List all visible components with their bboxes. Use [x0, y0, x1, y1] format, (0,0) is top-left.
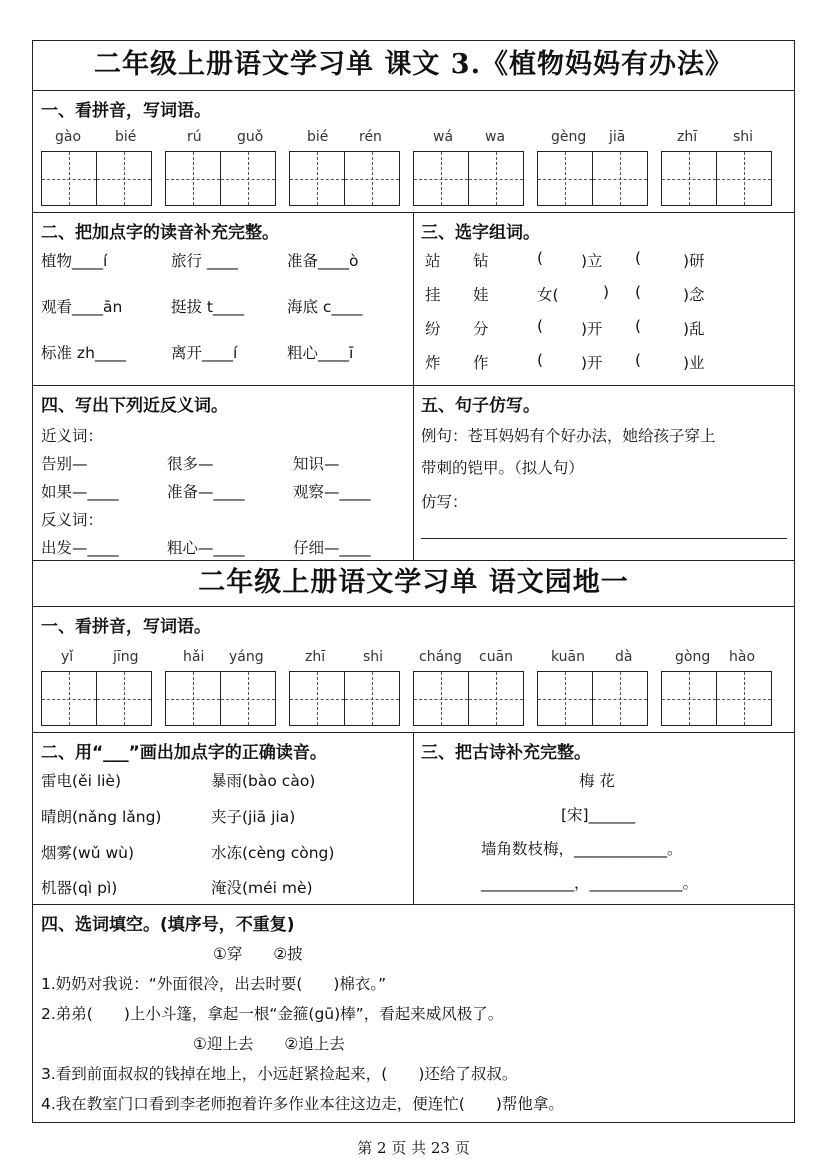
pinyin: zhī — [305, 649, 326, 665]
synonym-item: 准备—____ — [167, 483, 245, 501]
pron-item: 准备____ò — [287, 252, 359, 270]
synonym-item: 观察—____ — [293, 483, 371, 501]
lesson1-title-text: 二年级上册语文学习单 课文 3.《植物妈妈有办法》 — [94, 49, 733, 80]
blank-close: )立 — [581, 252, 603, 270]
pron-item: 海底 c____ — [287, 298, 363, 316]
char-choice: 钻 — [473, 252, 489, 270]
pron-choice: 机器(qì pì) — [41, 879, 118, 897]
pinyin: wa — [485, 129, 506, 145]
pinyin: rén — [359, 129, 382, 145]
answer-line[interactable] — [421, 538, 787, 539]
pron-item: 植物____í — [41, 252, 108, 270]
poem-title: 梅 花 — [579, 772, 615, 790]
l1-s5-title: 五、句子仿写。 — [421, 396, 540, 416]
char-choice: 纷 — [425, 320, 441, 338]
word-options: ①穿 ②披 — [213, 945, 303, 963]
page-footer: 第 2 页 共 23 页 — [357, 1139, 470, 1157]
pron-item: 离开____í — [171, 344, 238, 362]
column-divider — [413, 733, 414, 904]
pinyin: jīng — [113, 649, 139, 665]
pinyin: kuān — [551, 649, 586, 665]
synonym-label: 近义词： — [41, 427, 104, 445]
pinyin: hǎi — [183, 649, 205, 665]
lesson1-title — [33, 41, 794, 91]
pinyin: jiā — [609, 129, 626, 145]
blank-close: ) — [603, 283, 610, 301]
blank-close: )研 — [683, 252, 705, 270]
column-divider — [413, 213, 414, 385]
pinyin: cuān — [479, 649, 514, 665]
column-divider — [413, 386, 414, 560]
pron-choice: 水冻(cèng còng) — [211, 844, 335, 862]
pron-choice: 夹子(jiā jia) — [211, 808, 296, 826]
blank-open: ( — [635, 351, 642, 369]
writing-grid[interactable] — [537, 151, 648, 206]
blank-close: )乱 — [683, 320, 705, 338]
l2-s3-title: 三、把古诗补充完整。 — [421, 743, 591, 763]
pinyin: rú — [187, 129, 202, 145]
blank-open: 女( — [537, 286, 559, 304]
l1-pronunciation-and-choose-section — [33, 213, 794, 386]
antonym-item: 出发—____ — [41, 539, 119, 557]
blank-close: )开 — [581, 320, 603, 338]
char-choice: 挂 — [425, 286, 441, 304]
blank-open: ( — [635, 283, 642, 301]
pron-item: 标准 zh____ — [41, 344, 126, 362]
lesson2-title-text: 二年级上册语文学习单 语文园地一 — [198, 567, 629, 598]
blank-open: ( — [537, 351, 544, 369]
writing-grid[interactable] — [165, 151, 276, 206]
writing-grid[interactable] — [413, 151, 524, 206]
writing-grid[interactable] — [537, 671, 648, 726]
fill-question: 3.看到前面叔叔的钱掉在地上，小远赶紧捡起来，( )还给了叔叔。 — [41, 1065, 518, 1083]
poem-line: ____________，____________。 — [481, 874, 699, 892]
pron-choice: 烟雾(wǔ wù) — [41, 844, 135, 862]
worksheet — [32, 40, 795, 1123]
blank-open: ( — [635, 249, 642, 267]
antonym-item: 仔细—____ — [293, 539, 371, 557]
pinyin: guǒ — [237, 129, 264, 145]
poem-author: [宋]______ — [561, 806, 636, 824]
char-choice: 娃 — [473, 286, 489, 304]
pinyin: gèng — [551, 129, 587, 145]
blank-open: ( — [537, 317, 544, 335]
pinyin: yáng — [229, 649, 264, 665]
char-choice: 站 — [425, 252, 441, 270]
synonym-item: 告别— — [41, 455, 88, 473]
blank-close: )业 — [683, 354, 705, 372]
char-choice: 作 — [473, 354, 489, 372]
pinyin: gòng — [675, 649, 711, 665]
pron-item: 旅行 ____ — [171, 252, 238, 270]
l1-s3-title: 三、选字组词。 — [421, 223, 540, 243]
pinyin: shi — [363, 649, 384, 665]
writing-grid[interactable] — [41, 151, 152, 206]
synonym-item: 如果—____ — [41, 483, 119, 501]
l1-s1-title: 一、看拼音，写词语。 — [41, 101, 211, 121]
pinyin: gào — [55, 129, 82, 145]
lesson2-title — [33, 561, 794, 607]
writing-grid[interactable] — [661, 151, 772, 206]
l2-s2-title: 二、用“___”画出加点字的正确读音。 — [41, 743, 327, 763]
pinyin: cháng — [419, 649, 462, 665]
pinyin: shi — [733, 129, 754, 145]
l1-pinyin-section — [33, 91, 794, 213]
pron-item: 粗心____ī — [287, 344, 354, 362]
example-sentence: 带刺的铠甲。（拟人句） — [421, 459, 584, 477]
blank-close: )念 — [683, 286, 705, 304]
synonym-item: 很多— — [167, 455, 214, 473]
blank-open: ( — [635, 317, 642, 335]
word-options: ①迎上去 ②追上去 — [193, 1035, 345, 1053]
pinyin: dà — [615, 649, 633, 665]
example-sentence: 例句：苍耳妈妈有个好办法，她给孩子穿上 — [421, 427, 716, 445]
poem-line: 墙角数枝梅，____________。 — [481, 840, 683, 858]
char-choice: 炸 — [425, 354, 441, 372]
pron-item: 观看____ān — [41, 298, 123, 316]
writing-grid[interactable] — [661, 671, 772, 726]
writing-grid[interactable] — [413, 671, 524, 726]
writing-grid[interactable] — [165, 671, 276, 726]
fill-question: 2.弟弟( )上小斗篷，拿起一根“金箍(gū)棒”，看起来威风极了。 — [41, 1005, 504, 1023]
l1-s4-title: 四、写出下列近反义词。 — [41, 396, 228, 416]
pron-item: 挺拔 t____ — [171, 298, 245, 316]
writing-grid[interactable] — [289, 151, 400, 206]
blank-close: )开 — [581, 354, 603, 372]
l2-pronunciation-and-poem-section — [33, 733, 794, 905]
writing-grid[interactable] — [289, 671, 400, 726]
writing-grid[interactable] — [41, 671, 152, 726]
pron-choice: 暴雨(bào cào) — [211, 772, 316, 790]
pinyin: zhī — [677, 129, 698, 145]
pinyin: yǐ — [61, 649, 74, 665]
l2-fill-section — [33, 905, 794, 1124]
pinyin: bié — [307, 129, 329, 145]
pinyin: bié — [115, 129, 137, 145]
pron-choice: 晴朗(nǎng lǎng) — [41, 808, 162, 826]
l1-synonym-and-sentence-section — [33, 386, 794, 561]
l2-pinyin-section — [33, 607, 794, 733]
antonym-item: 粗心—____ — [167, 539, 245, 557]
l1-s2-title: 二、把加点字的读音补充完整。 — [41, 223, 279, 243]
imitate-label: 仿写： — [421, 493, 468, 511]
pinyin: hào — [729, 649, 756, 665]
fill-question: 1.奶奶对我说：“外面很冷，出去时要( )棉衣。” — [41, 975, 387, 993]
fill-question: 4.我在教室门口看到李老师抱着许多作业本往这边走，便连忙( )帮他拿。 — [41, 1095, 564, 1113]
antonym-label: 反义词： — [41, 511, 104, 529]
synonym-item: 知识— — [293, 455, 340, 473]
pinyin: wá — [433, 129, 454, 145]
l2-s1-title: 一、看拼音，写词语。 — [41, 617, 211, 637]
pron-choice: 雷电(ěi liè) — [41, 772, 122, 790]
pron-choice: 淹没(méi mè) — [211, 879, 313, 897]
l2-s4-title: 四、选词填空。(填序号，不重复) — [41, 915, 295, 935]
char-choice: 分 — [473, 320, 489, 338]
blank-open: ( — [537, 249, 544, 267]
